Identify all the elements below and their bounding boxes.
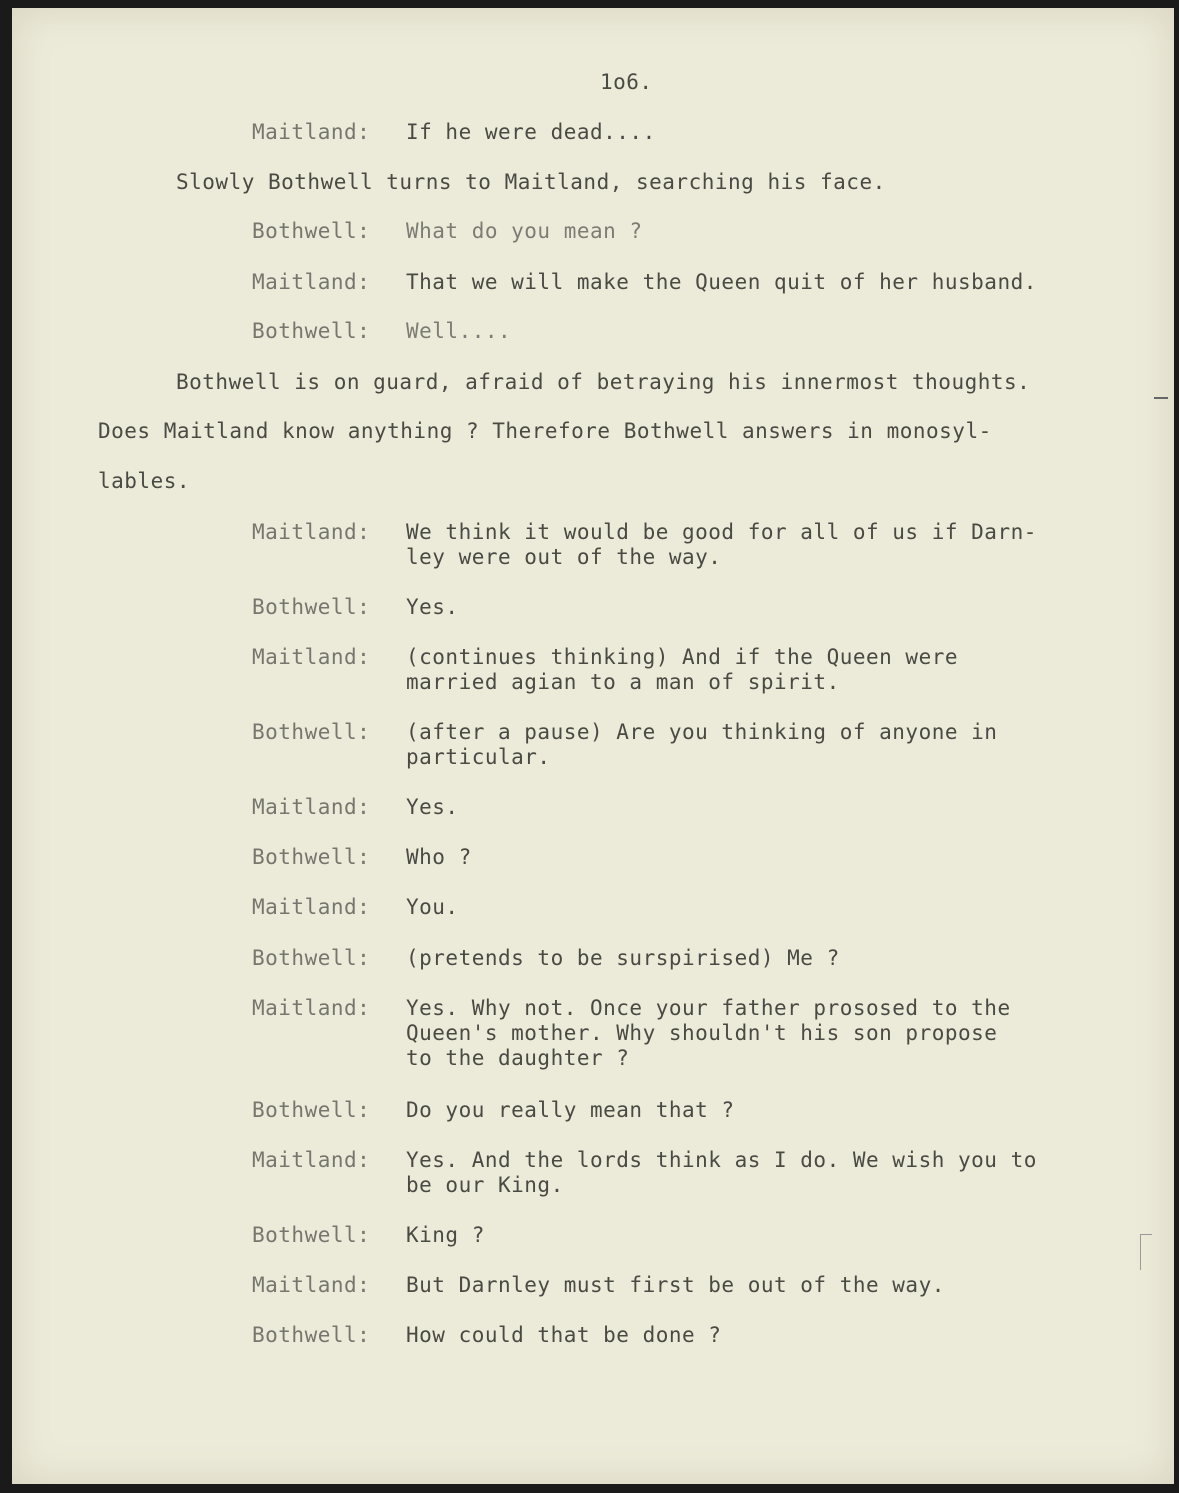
speech-line: be our King. [406,1173,564,1197]
speaker-label: Maitland: [252,1148,371,1172]
speaker-label: Bothwell: [252,219,371,243]
speech-line: to the daughter ? [406,1046,630,1070]
speech-line: particular. [406,745,551,769]
speech-line: How could that be done ? [406,1323,722,1347]
speaker-label: Maitland: [252,520,371,544]
speaker-label: Maitland: [252,270,371,294]
speech-line: Yes. [406,595,459,619]
speaker-label: Maitland: [252,1273,371,1297]
pencil-underline-mark [1154,397,1168,399]
speech-line: Who ? [406,845,472,869]
speech-line: Well.... [406,319,512,343]
speech-line: (continues thinking) And if the Queen were [406,645,959,669]
speech-line: married agian to a man of spirit. [406,670,840,694]
speech-line: (pretends to be surspirised) Me ? [406,946,840,970]
speaker-label: Bothwell: [252,595,371,619]
speaker-label: Maitland: [252,895,371,919]
stage-direction-line: lables. [98,469,191,493]
speaker-label: Maitland: [252,996,371,1020]
stage-direction-line: Bothwell is on guard, afraid of betraying his innermost thoughts. [176,370,1031,394]
speech-line: Yes. [406,795,459,819]
scan-mark [1140,1234,1141,1270]
speaker-label: Bothwell: [252,720,371,744]
speech-line: Queen's mother. Why shouldn't his son propose [406,1021,998,1045]
speaker-label: Maitland: [252,645,371,669]
speech-line: Yes. And the lords think as I do. We wish you to [406,1148,1037,1172]
speaker-label: Maitland: [252,795,371,819]
speaker-label: Bothwell: [252,319,371,343]
speech-line: You. [406,895,459,919]
speech-line: Yes. Why not. Once your father prososed to the [406,996,1011,1020]
speech-line: That we will make the Queen quit of her husband. [406,270,1037,294]
speech-line: What do you mean ? [406,219,643,243]
scan-mark [1140,1234,1152,1235]
speech-line: Do you really mean that ? [406,1098,735,1122]
speech-line: We think it would be good for all of us if Darn- [406,520,1037,544]
speaker-label: Bothwell: [252,946,371,970]
speaker-label: Bothwell: [252,845,371,869]
speech-line: (after a pause) Are you thinking of anyone in [406,720,998,744]
stage-direction-line: Does Maitland know anything ? Therefore Bothwell answers in monosyl- [98,419,992,443]
speech-line: If he were dead.... [406,120,656,144]
speech-line: ley were out of the way. [406,545,722,569]
speech-line: King ? [406,1223,485,1247]
speaker-label: Bothwell: [252,1323,371,1347]
speaker-label: Bothwell: [252,1098,371,1122]
speaker-label: Bothwell: [252,1223,371,1247]
stage-direction: Slowly Bothwell turns to Maitland, searching his face. [176,170,886,194]
speech-line: But Darnley must first be out of the way. [406,1273,945,1297]
page-number: 1o6. [600,70,653,94]
typescript-page [12,8,1174,1484]
speaker-label: Maitland: [252,120,371,144]
